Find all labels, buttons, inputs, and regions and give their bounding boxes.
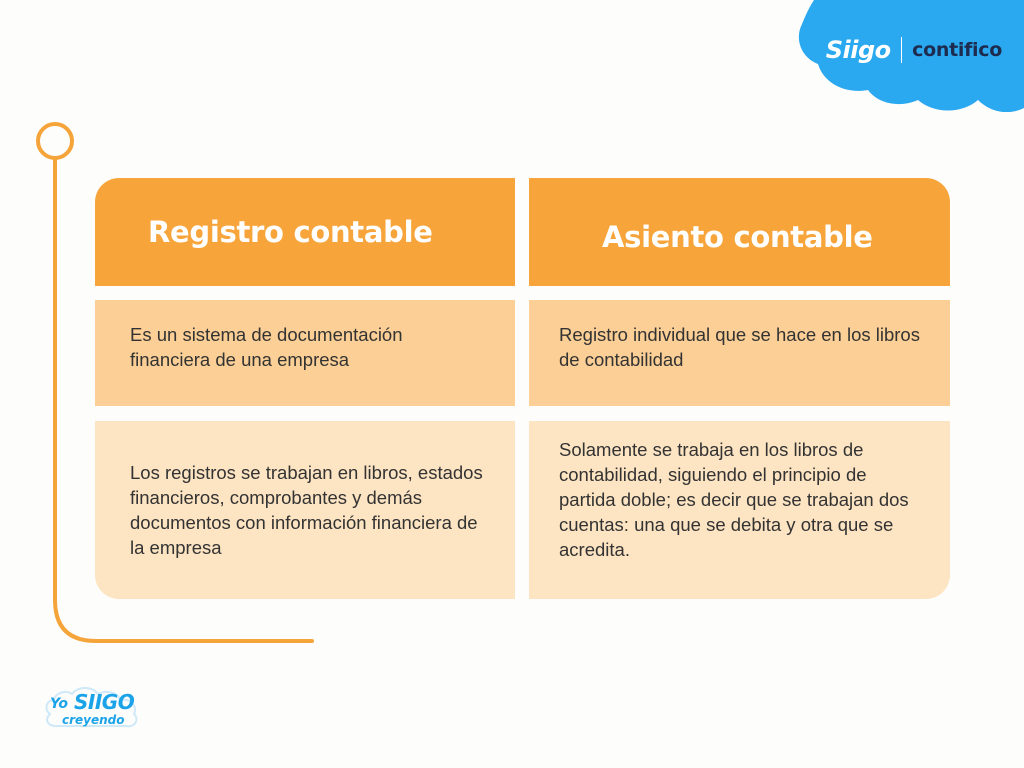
cell-text: Los registros se trabajan en libros, estados financieros, comprobantes y demás documentos con información financiera de la empresa — [130, 462, 483, 558]
footer-logo-creyendo: creyendo — [62, 713, 125, 727]
cell-text: Es un sistema de documentación financiera de una empresa — [130, 324, 403, 370]
brand-logo — [826, 36, 1002, 64]
cell-text: Registro individual que se hace en los libros de contabilidad — [559, 324, 920, 370]
footer-logo-yo: Yo — [50, 696, 68, 712]
column-header-label: Asiento contable — [602, 220, 873, 254]
column-header-registro — [95, 178, 515, 286]
brand-siigo-wordmark: Siigo — [825, 36, 891, 64]
table-cell — [529, 300, 950, 406]
column-header-asiento — [529, 178, 950, 286]
brand-separator — [901, 37, 903, 63]
table-cell — [529, 421, 950, 599]
cell-text: Solamente se trabaja en los libros de contabilidad, siguiendo el principio de partida doble; es decir que se trabajan dos cuentas: una que se debita y otra que se acredita. — [559, 438, 909, 560]
brand-contifico-wordmark: contifico — [912, 39, 1002, 61]
footer-logo-siigo: SIIGO — [74, 690, 135, 714]
table-cell — [95, 300, 515, 406]
column-header-label: Registro contable — [148, 215, 433, 249]
table-cell — [95, 421, 515, 599]
